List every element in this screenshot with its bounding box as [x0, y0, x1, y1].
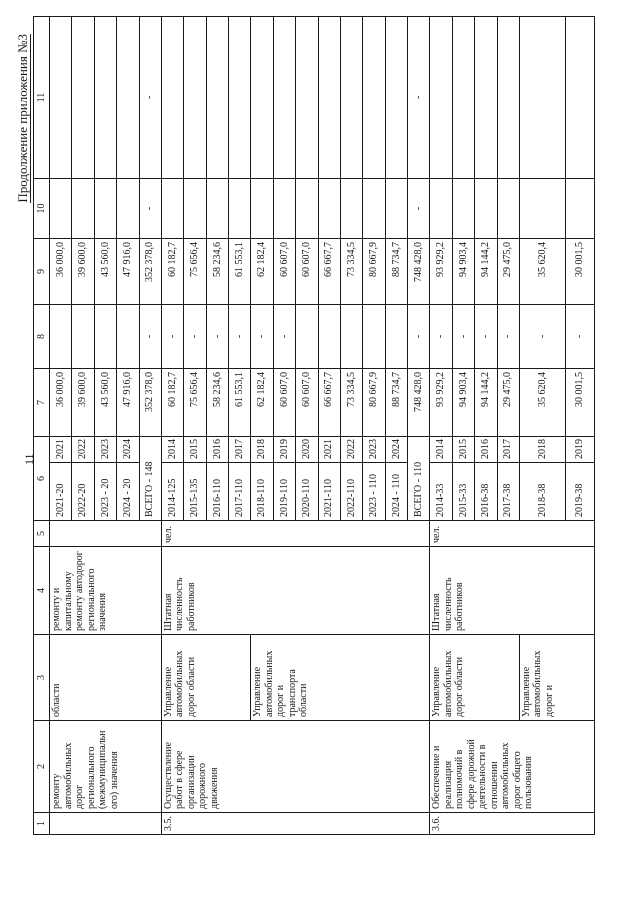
program-table-wrap: [33, 17, 595, 835]
period-cell: 2018-110: [251, 463, 273, 521]
value-cell: [72, 305, 94, 369]
period-cell: 2016-38: [475, 463, 497, 521]
year-cell: 2016: [475, 437, 497, 463]
value-cell: 35 620,4: [519, 239, 565, 305]
value-cell: [497, 179, 519, 239]
value-cell: [72, 17, 94, 179]
value-cell: [273, 179, 295, 239]
value-cell: 39 600,0: [72, 369, 94, 437]
value-cell: -: [475, 305, 497, 369]
value-cell: 36 000,0: [50, 239, 72, 305]
value-cell: [340, 179, 362, 239]
value-cell: 39 600,0: [72, 239, 94, 305]
unit-cell: [50, 521, 162, 547]
item-number-cell: 3.6.: [430, 813, 595, 835]
table-row: [50, 17, 72, 835]
value-cell: [50, 305, 72, 369]
year-cell: 2022: [72, 437, 94, 463]
value-cell: [161, 17, 183, 179]
column-number: 8: [34, 305, 50, 369]
value-cell: 66 667,7: [318, 239, 340, 305]
table-row: [161, 17, 183, 835]
period-cell: 2014-33: [430, 463, 452, 521]
activity-name-cell: Осуществление работ в сфере организации дорожного движения: [161, 721, 430, 813]
executor-cell: Управление автомобильных дорог области: [430, 635, 520, 721]
value-cell: 58 234,6: [206, 369, 228, 437]
value-cell: 66 667,7: [318, 369, 340, 437]
value-cell: [565, 179, 594, 239]
value-cell: [94, 17, 116, 179]
value-cell: [497, 17, 519, 179]
value-cell: -: [139, 179, 161, 239]
column-number: 6: [34, 437, 50, 521]
value-cell: [50, 17, 72, 179]
value-cell: [318, 305, 340, 369]
unit-cell: чел.: [430, 521, 595, 547]
indicator-cell: ремонту и капитальному ремонту автодорог регионального значения: [50, 547, 162, 635]
item-number-cell: 3.5.: [161, 813, 430, 835]
table-row: [519, 17, 565, 835]
value-cell: 60 607,0: [273, 239, 295, 305]
value-cell: -: [273, 305, 295, 369]
value-cell: [184, 179, 206, 239]
value-cell: 60 607,0: [296, 369, 318, 437]
year-cell: 2024: [385, 437, 407, 463]
value-cell: 748 428,0: [408, 369, 430, 437]
period-cell: 2019-38: [565, 463, 594, 521]
value-cell: 80 667,9: [363, 239, 385, 305]
period-cell: 2019-110: [273, 463, 295, 521]
value-cell: -: [452, 305, 474, 369]
year-cell: 2023: [363, 437, 385, 463]
value-cell: [565, 17, 594, 179]
value-cell: 94 144,2: [475, 369, 497, 437]
value-cell: [519, 179, 565, 239]
table-row: [430, 17, 452, 835]
year-cell: 2021: [318, 437, 340, 463]
value-cell: [452, 179, 474, 239]
table-body: [50, 17, 595, 835]
value-cell: [475, 179, 497, 239]
year-cell: 2018: [251, 437, 273, 463]
value-cell: [117, 179, 139, 239]
value-cell: 352 378,0: [139, 369, 161, 437]
value-cell: 62 182,4: [251, 239, 273, 305]
value-cell: [475, 17, 497, 179]
value-cell: 352 378,0: [139, 239, 161, 305]
value-cell: 94 144,2: [475, 239, 497, 305]
value-cell: [430, 17, 452, 179]
column-number: 11: [34, 17, 50, 179]
column-number: 2: [34, 721, 50, 813]
value-cell: [340, 17, 362, 179]
period-cell: 2022-20: [72, 463, 94, 521]
period-cell: 2016-110: [206, 463, 228, 521]
value-cell: -: [229, 305, 251, 369]
value-cell: [340, 305, 362, 369]
period-cell: 2014-125: [161, 463, 183, 521]
period-cell: 2023 - 20: [94, 463, 116, 521]
value-cell: 61 553,1: [229, 239, 251, 305]
value-cell: 30 001,5: [565, 369, 594, 437]
value-cell: [363, 305, 385, 369]
value-cell: 93 929,2: [430, 239, 452, 305]
annex-title: Продолжение приложения №3: [15, 34, 30, 203]
value-cell: 29 475,0: [497, 239, 519, 305]
value-cell: [363, 179, 385, 239]
value-cell: -: [161, 305, 183, 369]
value-cell: [94, 179, 116, 239]
executor-cell: области: [50, 635, 162, 721]
value-cell: [206, 17, 228, 179]
value-cell: [296, 305, 318, 369]
value-cell: [94, 305, 116, 369]
value-cell: 43 560,0: [94, 369, 116, 437]
value-cell: -: [408, 17, 430, 179]
value-cell: [296, 179, 318, 239]
year-cell: 2023: [94, 437, 116, 463]
value-cell: -: [184, 305, 206, 369]
value-cell: [251, 179, 273, 239]
period-cell: 2023 - 110: [363, 463, 385, 521]
page-number: 11: [22, 453, 36, 465]
value-cell: 61 553,1: [229, 369, 251, 437]
value-cell: -: [408, 179, 430, 239]
value-cell: [251, 17, 273, 179]
value-cell: [296, 17, 318, 179]
activity-name-cell: ремонту автомобильных дорог регионального (межмуниципальн ого) значения: [50, 721, 162, 813]
value-cell: -: [565, 305, 594, 369]
value-cell: 748 428,0: [408, 239, 430, 305]
value-cell: 75 656,4: [184, 369, 206, 437]
value-cell: -: [497, 305, 519, 369]
value-cell: [117, 17, 139, 179]
executor-cell: Управление автомобильных дорог области: [161, 635, 251, 721]
program-table: [33, 16, 595, 835]
value-cell: 35 620,4: [519, 369, 565, 437]
year-cell: 2016: [206, 437, 228, 463]
period-cell: 2018-38: [519, 463, 565, 521]
period-cell: 2024 - 110: [385, 463, 407, 521]
column-number: 1: [34, 813, 50, 835]
unit-cell: чел.: [161, 521, 430, 547]
value-cell: 75 656,4: [184, 239, 206, 305]
year-cell: 2022: [340, 437, 362, 463]
value-cell: -: [206, 305, 228, 369]
column-number: 7: [34, 369, 50, 437]
year-cell: 2020: [296, 437, 318, 463]
value-cell: 29 475,0: [497, 369, 519, 437]
total-label-cell: ВСЕГО - 110: [408, 437, 430, 521]
value-cell: [206, 179, 228, 239]
value-cell: [229, 179, 251, 239]
period-cell: 2017-38: [497, 463, 519, 521]
value-cell: 93 929,2: [430, 369, 452, 437]
value-cell: 58 234,6: [206, 239, 228, 305]
executor-cell: Управление автомобильных дорог и: [519, 635, 594, 721]
column-number-row: [34, 17, 50, 835]
period-cell: 2015-135: [184, 463, 206, 521]
column-number: 4: [34, 547, 50, 635]
column-number: 3: [34, 635, 50, 721]
value-cell: 73 334,5: [340, 369, 362, 437]
period-cell: 2021-110: [318, 463, 340, 521]
value-cell: [385, 179, 407, 239]
value-cell: -: [139, 17, 161, 179]
value-cell: -: [430, 305, 452, 369]
year-cell: 2014: [430, 437, 452, 463]
indicator-cell: Штатная численность работников: [430, 547, 595, 635]
value-cell: [72, 179, 94, 239]
value-cell: 60 607,0: [273, 369, 295, 437]
period-cell: 2015-33: [452, 463, 474, 521]
value-cell: 60 182,7: [161, 369, 183, 437]
value-cell: 73 334,5: [340, 239, 362, 305]
year-cell: 2017: [229, 437, 251, 463]
value-cell: [385, 17, 407, 179]
value-cell: 88 734,7: [385, 239, 407, 305]
year-cell: 2014: [161, 437, 183, 463]
year-cell: 2015: [452, 437, 474, 463]
value-cell: [229, 17, 251, 179]
executor-cell: Управление автомобильных дорог и транспорта области: [251, 635, 430, 721]
year-cell: 2021: [50, 437, 72, 463]
value-cell: 94 903,4: [452, 369, 474, 437]
value-cell: [161, 179, 183, 239]
value-cell: 30 001,5: [565, 239, 594, 305]
value-cell: [117, 305, 139, 369]
period-cell: 2022-110: [340, 463, 362, 521]
value-cell: -: [139, 305, 161, 369]
period-cell: 2021-20: [50, 463, 72, 521]
value-cell: -: [251, 305, 273, 369]
value-cell: 88 734,7: [385, 369, 407, 437]
column-number: 9: [34, 239, 50, 305]
year-cell: 2018: [519, 437, 565, 463]
indicator-cell: Штатная численность работников: [161, 547, 430, 635]
value-cell: [452, 17, 474, 179]
year-cell: 2017: [497, 437, 519, 463]
value-cell: -: [519, 305, 565, 369]
value-cell: 60 607,0: [296, 239, 318, 305]
value-cell: [363, 17, 385, 179]
value-cell: 36 000,0: [50, 369, 72, 437]
year-cell: 2019: [273, 437, 295, 463]
column-number: 10: [34, 179, 50, 239]
value-cell: [385, 305, 407, 369]
value-cell: [318, 179, 340, 239]
activity-name-cell: Обеспечение и реализация полномочий в сфере дорожной деятельности в отношении автомобильных дорог общего пользования: [430, 721, 595, 813]
value-cell: 94 903,4: [452, 239, 474, 305]
value-cell: 60 182,7: [161, 239, 183, 305]
value-cell: 80 667,9: [363, 369, 385, 437]
total-label-cell: ВСЕГО - 148: [139, 437, 161, 521]
value-cell: [184, 17, 206, 179]
column-number: 5: [34, 521, 50, 547]
value-cell: 47 916,0: [117, 369, 139, 437]
year-cell: 2015: [184, 437, 206, 463]
period-cell: 2024 - 20: [117, 463, 139, 521]
value-cell: 43 560,0: [94, 239, 116, 305]
period-cell: 2017-110: [229, 463, 251, 521]
value-cell: 47 916,0: [117, 239, 139, 305]
value-cell: -: [408, 305, 430, 369]
year-cell: 2024: [117, 437, 139, 463]
value-cell: 62 182,4: [251, 369, 273, 437]
item-number-cell: [50, 813, 162, 835]
value-cell: [318, 17, 340, 179]
value-cell: [519, 17, 565, 179]
value-cell: [273, 17, 295, 179]
value-cell: [430, 179, 452, 239]
year-cell: 2019: [565, 437, 594, 463]
period-cell: 2020-110: [296, 463, 318, 521]
value-cell: [50, 179, 72, 239]
table-row: [251, 17, 273, 835]
